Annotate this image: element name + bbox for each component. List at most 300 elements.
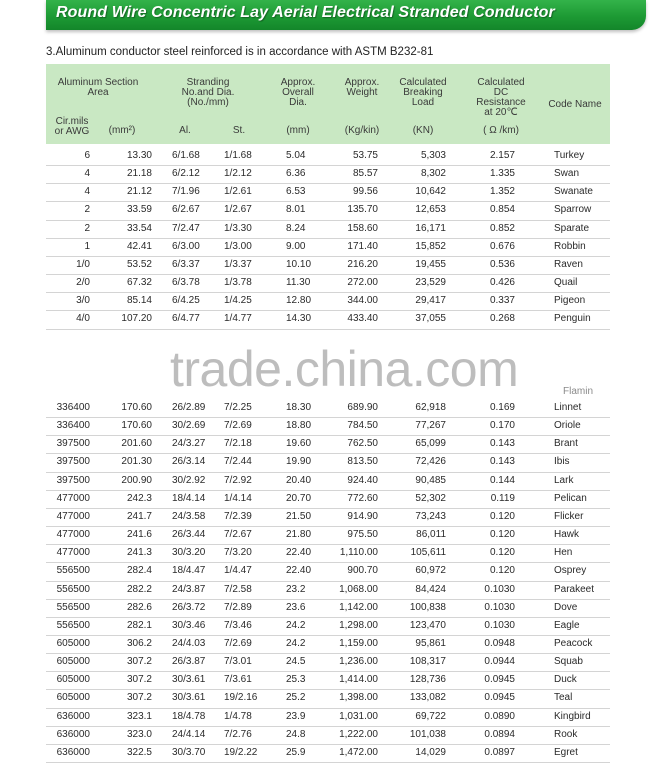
table-row	[46, 726, 610, 745]
cell-breaking: 52,302	[415, 492, 446, 504]
header-cmils: Cir.mils or AWG	[54, 116, 90, 137]
header-weight-unit: (Kg/kin)	[344, 125, 380, 136]
cell-code: Lark	[554, 474, 574, 486]
cell-weight: 1,159.00	[339, 637, 378, 649]
cell-weight: 171.40	[347, 240, 378, 252]
cell-resistance: 0.119	[490, 492, 515, 504]
cell-mm2: 67.32	[126, 277, 152, 289]
cell-awg: 4/0	[76, 313, 90, 325]
cell-diameter: 6.53	[286, 186, 306, 198]
cell-diameter: 12.80	[286, 295, 312, 307]
cell-resistance: 0.143	[489, 438, 515, 450]
cell-al: 30/3.70	[172, 746, 206, 758]
cell-breaking: 105,611	[410, 547, 446, 559]
cell-al: 18/4.14	[172, 492, 206, 504]
cell-weight: 762.50	[347, 438, 378, 450]
cell-st: 1/3.00	[224, 240, 252, 252]
cell-weight: 1,236.00	[339, 656, 378, 668]
cell-st: 7/3.61	[224, 674, 252, 686]
cell-diameter: 5.04	[286, 150, 306, 161]
header-resistance-unit: ( Ω /km)	[483, 125, 519, 136]
cell-breaking: 95,861	[415, 637, 446, 649]
cell-breaking: 101,038	[409, 728, 446, 740]
cell-code: Sparrow	[554, 204, 592, 216]
cell-mm2: 170.60	[121, 402, 152, 413]
cell-al: 6/3.78	[172, 277, 200, 289]
cell-weight: 924.40	[347, 474, 378, 486]
header-diameter-unit: (mm)	[286, 125, 310, 136]
table-row	[46, 708, 610, 727]
cell-code: Flicker	[554, 510, 584, 522]
cell-al: 7/2.47	[172, 222, 200, 234]
cell-mm2: 306.2	[126, 637, 152, 649]
cell-mm2: 201.60	[121, 438, 152, 450]
cell-awg: 397500	[56, 438, 90, 450]
cell-al: 30/3.61	[172, 674, 206, 686]
cell-resistance: 1.352	[489, 186, 515, 198]
cell-breaking: 123,470	[409, 619, 446, 631]
cell-breaking: 5,303	[420, 150, 446, 161]
cell-mm2: 53.52	[126, 258, 152, 270]
header-breaking-unit: (KN)	[412, 125, 434, 136]
cell-code: Turkey	[554, 150, 585, 161]
cell-awg: 4	[84, 186, 90, 198]
title-banner	[46, 0, 646, 30]
cell-breaking: 23,529	[415, 277, 446, 289]
cell-code: Eagle	[554, 619, 580, 631]
cell-st: 1/2.61	[224, 186, 252, 198]
cell-code: Peacock	[554, 637, 593, 649]
cell-diameter: 9.00	[286, 240, 306, 252]
cell-awg: 3/0	[76, 295, 90, 307]
cell-al: 30/3.61	[172, 692, 206, 704]
cell-diameter: 25.2	[286, 692, 306, 704]
cell-st: 1/3.78	[224, 277, 252, 289]
cell-resistance: 0.0897	[484, 746, 515, 758]
cell-code: Parakeet	[554, 583, 595, 595]
header-code-name: Code Name	[548, 99, 602, 110]
cell-diameter: 8.01	[286, 204, 306, 216]
cell-resistance: 0.0894	[484, 728, 515, 740]
cell-awg: 1	[84, 240, 90, 252]
cell-diameter: 24.8	[286, 728, 306, 740]
cell-st: 7/2.89	[224, 601, 252, 613]
cell-resistance: 0.170	[489, 420, 515, 432]
cell-diameter: 24.2	[286, 619, 306, 631]
cell-al: 6/2.67	[172, 204, 200, 216]
cell-weight: 216.20	[347, 258, 378, 270]
cell-code: Pelican	[554, 492, 587, 504]
cell-resistance: 0.0890	[484, 710, 515, 722]
cell-code: Hen	[554, 547, 573, 559]
cell-code: Kingbird	[554, 710, 591, 722]
cell-st: 7/2.67	[224, 529, 252, 541]
cell-diameter: 23.6	[286, 601, 306, 613]
cell-code: Quail	[554, 277, 578, 289]
cell-diameter: 25.9	[286, 746, 306, 758]
cell-resistance: 0.144	[489, 474, 515, 486]
cell-weight: 344.00	[347, 295, 378, 307]
table-row	[46, 453, 610, 472]
cell-al: 26/3.72	[172, 601, 206, 613]
table-row	[46, 274, 610, 293]
cell-mm2: 282.2	[126, 583, 152, 595]
table-row	[46, 526, 610, 545]
cell-st: 7/2.39	[224, 510, 252, 522]
cell-mm2: 241.7	[126, 510, 152, 522]
cell-code: Duck	[554, 674, 577, 686]
cell-diameter: 25.3	[286, 674, 306, 686]
cell-resistance: 0.0948	[484, 637, 515, 649]
table-row	[46, 562, 610, 581]
cell-awg: 1/0	[76, 258, 90, 270]
cell-al: 6/4.25	[172, 295, 200, 307]
cell-awg: 477000	[56, 547, 90, 559]
cell-code: Oriole	[554, 420, 581, 432]
watermark: trade.china.com	[170, 341, 519, 397]
cell-breaking: 72,426	[415, 456, 446, 468]
cell-resistance: 0.120	[489, 547, 515, 559]
cell-resistance: 0.1030	[484, 583, 515, 595]
cell-breaking: 128,736	[409, 674, 446, 686]
cell-al: 18/4.78	[172, 710, 206, 722]
cell-al: 24/4.14	[172, 728, 206, 740]
cell-code: Brant	[554, 438, 578, 450]
cell-breaking: 37,055	[415, 313, 446, 325]
cell-code: Osprey	[554, 565, 587, 577]
cell-code: Swanate	[554, 186, 593, 198]
table-row	[46, 201, 610, 220]
cell-al: 6/2.12	[172, 168, 200, 180]
cell-breaking: 10,642	[415, 186, 446, 198]
cell-resistance: 0.169	[489, 402, 515, 413]
cell-weight: 1,068.00	[339, 583, 378, 595]
cell-weight: 1,031.00	[339, 710, 378, 722]
table-row	[46, 238, 610, 257]
cell-awg: 2	[84, 204, 90, 216]
table-row	[46, 744, 610, 763]
cell-weight: 135.70	[347, 204, 378, 216]
table-row	[46, 599, 610, 618]
cell-weight: 272.00	[347, 277, 378, 289]
cell-breaking: 90,485	[415, 474, 446, 486]
cell-code: Swan	[554, 168, 580, 180]
cell-st: 1/4.78	[224, 710, 252, 722]
table-row	[46, 220, 610, 239]
cell-awg: 556500	[56, 619, 90, 631]
cell-al: 30/2.92	[172, 474, 206, 486]
cell-breaking: 133,082	[409, 692, 446, 704]
cell-st: 1/1.68	[224, 150, 252, 161]
cell-resistance: 0.0945	[484, 674, 515, 686]
cell-st: 7/2.58	[224, 583, 252, 595]
cell-al: 30/3.20	[172, 547, 206, 559]
header-breaking: Calculated Breaking Load	[399, 77, 447, 108]
cell-weight: 53.75	[352, 150, 378, 161]
cell-al: 18/4.47	[172, 565, 206, 577]
cell-al: 6/4.77	[172, 313, 200, 325]
cell-code: Squab	[554, 656, 583, 668]
header-mm2: (mm²)	[108, 125, 136, 136]
cell-code: Penguin	[554, 313, 591, 325]
table-row	[46, 256, 610, 275]
header-al: Al.	[179, 125, 191, 136]
cell-st: 1/4.47	[224, 565, 252, 577]
table-row	[46, 147, 610, 166]
cell-resistance: 0.426	[489, 277, 515, 289]
cell-al: 26/2.89	[172, 402, 206, 413]
cell-diameter: 21.80	[286, 529, 312, 541]
cell-breaking: 12,653	[415, 204, 446, 216]
cell-code: Rook	[554, 728, 578, 740]
cell-diameter: 24.2	[286, 637, 306, 649]
cell-diameter: 10.10	[286, 258, 312, 270]
cell-awg: 4	[84, 168, 90, 180]
cell-resistance: 0.120	[489, 565, 515, 577]
cell-weight: 1,142.00	[339, 601, 378, 613]
cell-al: 24/3.27	[172, 438, 206, 450]
partial-code-name: Flamin	[563, 386, 594, 397]
cell-al: 24/3.58	[172, 510, 206, 522]
cell-diameter: 22.40	[286, 547, 312, 559]
cell-mm2: 241.6	[126, 529, 152, 541]
cell-weight: 772.60	[347, 492, 378, 504]
cell-diameter: 20.40	[286, 474, 312, 486]
cell-diameter: 21.50	[286, 510, 312, 522]
cell-al: 26/3.44	[172, 529, 206, 541]
cell-awg: 336400	[56, 402, 90, 413]
cell-resistance: 0.0944	[484, 656, 515, 668]
cell-diameter: 11.30	[286, 277, 311, 289]
table-row	[46, 472, 610, 491]
cell-resistance: 0.337	[489, 295, 515, 307]
cell-breaking: 73,243	[415, 510, 446, 522]
cell-mm2: 170.60	[121, 420, 152, 432]
cell-awg: 605000	[56, 637, 90, 649]
cell-st: 7/2.18	[224, 438, 252, 450]
cell-code: Egret	[554, 746, 578, 758]
cell-mm2: 307.2	[126, 692, 152, 704]
cell-mm2: 323.0	[126, 728, 152, 740]
table-row	[46, 671, 610, 690]
cell-weight: 1,398.00	[339, 692, 378, 704]
cell-resistance: 0.1030	[484, 601, 515, 613]
cell-resistance: 0.268	[489, 313, 515, 325]
table-row	[46, 689, 610, 708]
table-row	[46, 399, 610, 418]
cell-al: 30/3.46	[172, 619, 206, 631]
table-row	[46, 490, 610, 509]
cell-mm2: 242.3	[126, 492, 152, 504]
cell-code: Ibis	[554, 456, 570, 468]
cell-awg: 477000	[56, 510, 90, 522]
cell-resistance: 0.536	[489, 258, 515, 270]
header-weight: Approx. Weight	[344, 77, 380, 98]
cell-awg: 605000	[56, 692, 90, 704]
cell-awg: 556500	[56, 565, 90, 577]
cell-st: 7/3.46	[224, 619, 252, 631]
table-row	[46, 310, 610, 329]
cell-resistance: 0.120	[489, 510, 515, 522]
cell-code: Sparate	[554, 222, 590, 234]
cell-mm2: 282.1	[126, 619, 152, 631]
page-title: Round Wire Concentric Lay Aerial Electrical Stranded Conductor	[56, 4, 555, 21]
cell-resistance: 0.120	[489, 529, 515, 541]
cell-st: 1/2.12	[224, 168, 252, 180]
cell-awg: 2	[84, 222, 90, 234]
cell-mm2: 241.3	[126, 547, 152, 559]
cell-weight: 689.90	[347, 402, 378, 413]
header-stranding: Stranding No.and Dia. (No./mm)	[181, 77, 235, 108]
cell-awg: 397500	[56, 474, 90, 486]
cell-weight: 1,110.00	[339, 547, 378, 559]
cell-al: 6/3.00	[172, 240, 200, 252]
cell-awg: 636000	[56, 710, 90, 722]
cell-mm2: 282.6	[126, 601, 152, 613]
cell-resistance: 2.157	[489, 150, 515, 161]
table-row	[46, 635, 610, 654]
cell-st: 1/4.14	[224, 492, 252, 504]
cell-mm2: 323.1	[126, 710, 152, 722]
cell-st: 7/2.69	[224, 637, 252, 649]
cell-resistance: 0.676	[489, 240, 515, 252]
cell-awg: 556500	[56, 601, 90, 613]
cell-breaking: 60,972	[415, 565, 446, 577]
cell-weight: 1,222.00	[339, 728, 378, 740]
cell-al: 6/1.68	[172, 150, 200, 161]
cell-breaking: 29,417	[415, 295, 446, 307]
cell-mm2: 85.14	[126, 295, 152, 307]
cell-breaking: 84,424	[415, 583, 446, 595]
cell-code: Hawk	[554, 529, 580, 541]
cell-awg: 605000	[56, 674, 90, 686]
cell-breaking: 108,317	[409, 656, 446, 668]
cell-diameter: 23.2	[286, 583, 306, 595]
table-body	[46, 147, 610, 767]
cell-st: 19/2.16	[224, 692, 258, 704]
cell-breaking: 69,722	[415, 710, 446, 722]
cell-weight: 784.50	[347, 420, 378, 432]
cell-resistance: 0.854	[489, 204, 515, 216]
cell-al: 7/1.96	[172, 186, 200, 198]
cell-breaking: 86,011	[416, 529, 446, 541]
cell-resistance: 0.852	[489, 222, 515, 234]
cell-weight: 1,414.00	[339, 674, 378, 686]
cell-awg: 605000	[56, 656, 90, 668]
cell-diameter: 8.24	[286, 222, 306, 234]
table-row	[46, 617, 610, 636]
table-row	[46, 435, 610, 454]
cell-diameter: 23.9	[286, 710, 306, 722]
table-row	[46, 165, 610, 184]
cell-st: 7/2.44	[224, 456, 252, 468]
cell-resistance: 1.335	[489, 168, 515, 180]
cell-al: 26/3.14	[172, 456, 206, 468]
cell-awg: 336400	[56, 420, 90, 432]
cell-breaking: 100,838	[409, 601, 446, 613]
cell-diameter: 19.90	[286, 456, 312, 468]
table-row	[46, 581, 610, 600]
cell-mm2: 282.4	[126, 565, 152, 577]
cell-al: 6/3.37	[172, 258, 200, 270]
cell-resistance: 0.0945	[484, 692, 515, 704]
cell-st: 7/3.20	[224, 547, 252, 559]
cell-resistance: 0.1030	[484, 619, 515, 631]
cell-code: Pigeon	[554, 295, 586, 307]
cell-code: Robbin	[554, 240, 586, 252]
table-header	[46, 64, 610, 144]
cell-diameter: 20.70	[286, 492, 312, 504]
cell-mm2: 107.20	[121, 313, 152, 325]
cell-weight: 813.50	[347, 456, 378, 468]
table-row	[46, 292, 610, 311]
cell-weight: 85.57	[352, 168, 378, 180]
cell-mm2: 33.54	[126, 222, 152, 234]
cell-code: Dove	[554, 601, 578, 613]
cell-diameter: 22.40	[286, 565, 312, 577]
cell-breaking: 65,099	[415, 438, 446, 450]
cell-al: 24/3.87	[172, 583, 206, 595]
cell-code: Linnet	[554, 402, 582, 413]
cell-awg: 397500	[56, 456, 90, 468]
cell-awg: 636000	[56, 728, 90, 740]
header-diameter: Approx. Overall Dia.	[280, 77, 316, 108]
table-row	[46, 417, 610, 436]
cell-st: 7/2.25	[224, 402, 252, 413]
cell-mm2: 21.18	[126, 168, 152, 180]
cell-weight: 1,298.00	[339, 619, 378, 631]
cell-weight: 1,472.00	[339, 746, 378, 758]
table-row	[46, 653, 610, 672]
cell-diameter: 14.30	[286, 313, 312, 325]
cell-breaking: 77,267	[415, 420, 446, 432]
cell-breaking: 14,029	[415, 746, 446, 758]
cell-mm2: 201.30	[121, 456, 152, 468]
cell-mm2: 307.2	[126, 674, 152, 686]
cell-diameter: 18.80	[286, 420, 312, 432]
cell-breaking: 15,852	[415, 240, 446, 252]
cell-st: 1/3.30	[224, 222, 252, 234]
cell-weight: 158.60	[347, 222, 378, 234]
cell-diameter: 6.36	[286, 168, 306, 180]
cell-st: 7/2.76	[224, 728, 252, 740]
cell-code: Raven	[554, 258, 583, 270]
cell-mm2: 42.41	[126, 240, 152, 252]
cell-st: 7/3.01	[224, 656, 252, 668]
cell-weight: 99.56	[352, 186, 378, 198]
table-row	[46, 183, 610, 202]
cell-st: 19/2.22	[224, 746, 258, 758]
cell-breaking: 16,171	[415, 222, 446, 234]
cell-weight: 975.50	[347, 529, 378, 541]
cell-diameter: 18.30	[286, 402, 312, 413]
cell-mm2: 307.2	[126, 656, 152, 668]
cell-mm2: 13.30	[126, 150, 152, 161]
cell-awg: 556500	[56, 583, 90, 595]
cell-breaking: 62,918	[415, 402, 446, 413]
cell-breaking: 8,302	[420, 168, 446, 180]
cell-awg: 6	[84, 150, 90, 161]
table-row	[46, 508, 610, 527]
cell-awg: 477000	[56, 529, 90, 541]
cell-weight: 433.40	[347, 313, 378, 325]
header-st: St.	[232, 125, 246, 136]
cell-weight: 900.70	[347, 565, 378, 577]
cell-st: 1/2.67	[224, 204, 252, 216]
cell-diameter: 19.60	[286, 438, 312, 450]
cell-st: 7/2.69	[224, 420, 252, 432]
cell-st: 1/4.25	[224, 295, 252, 307]
